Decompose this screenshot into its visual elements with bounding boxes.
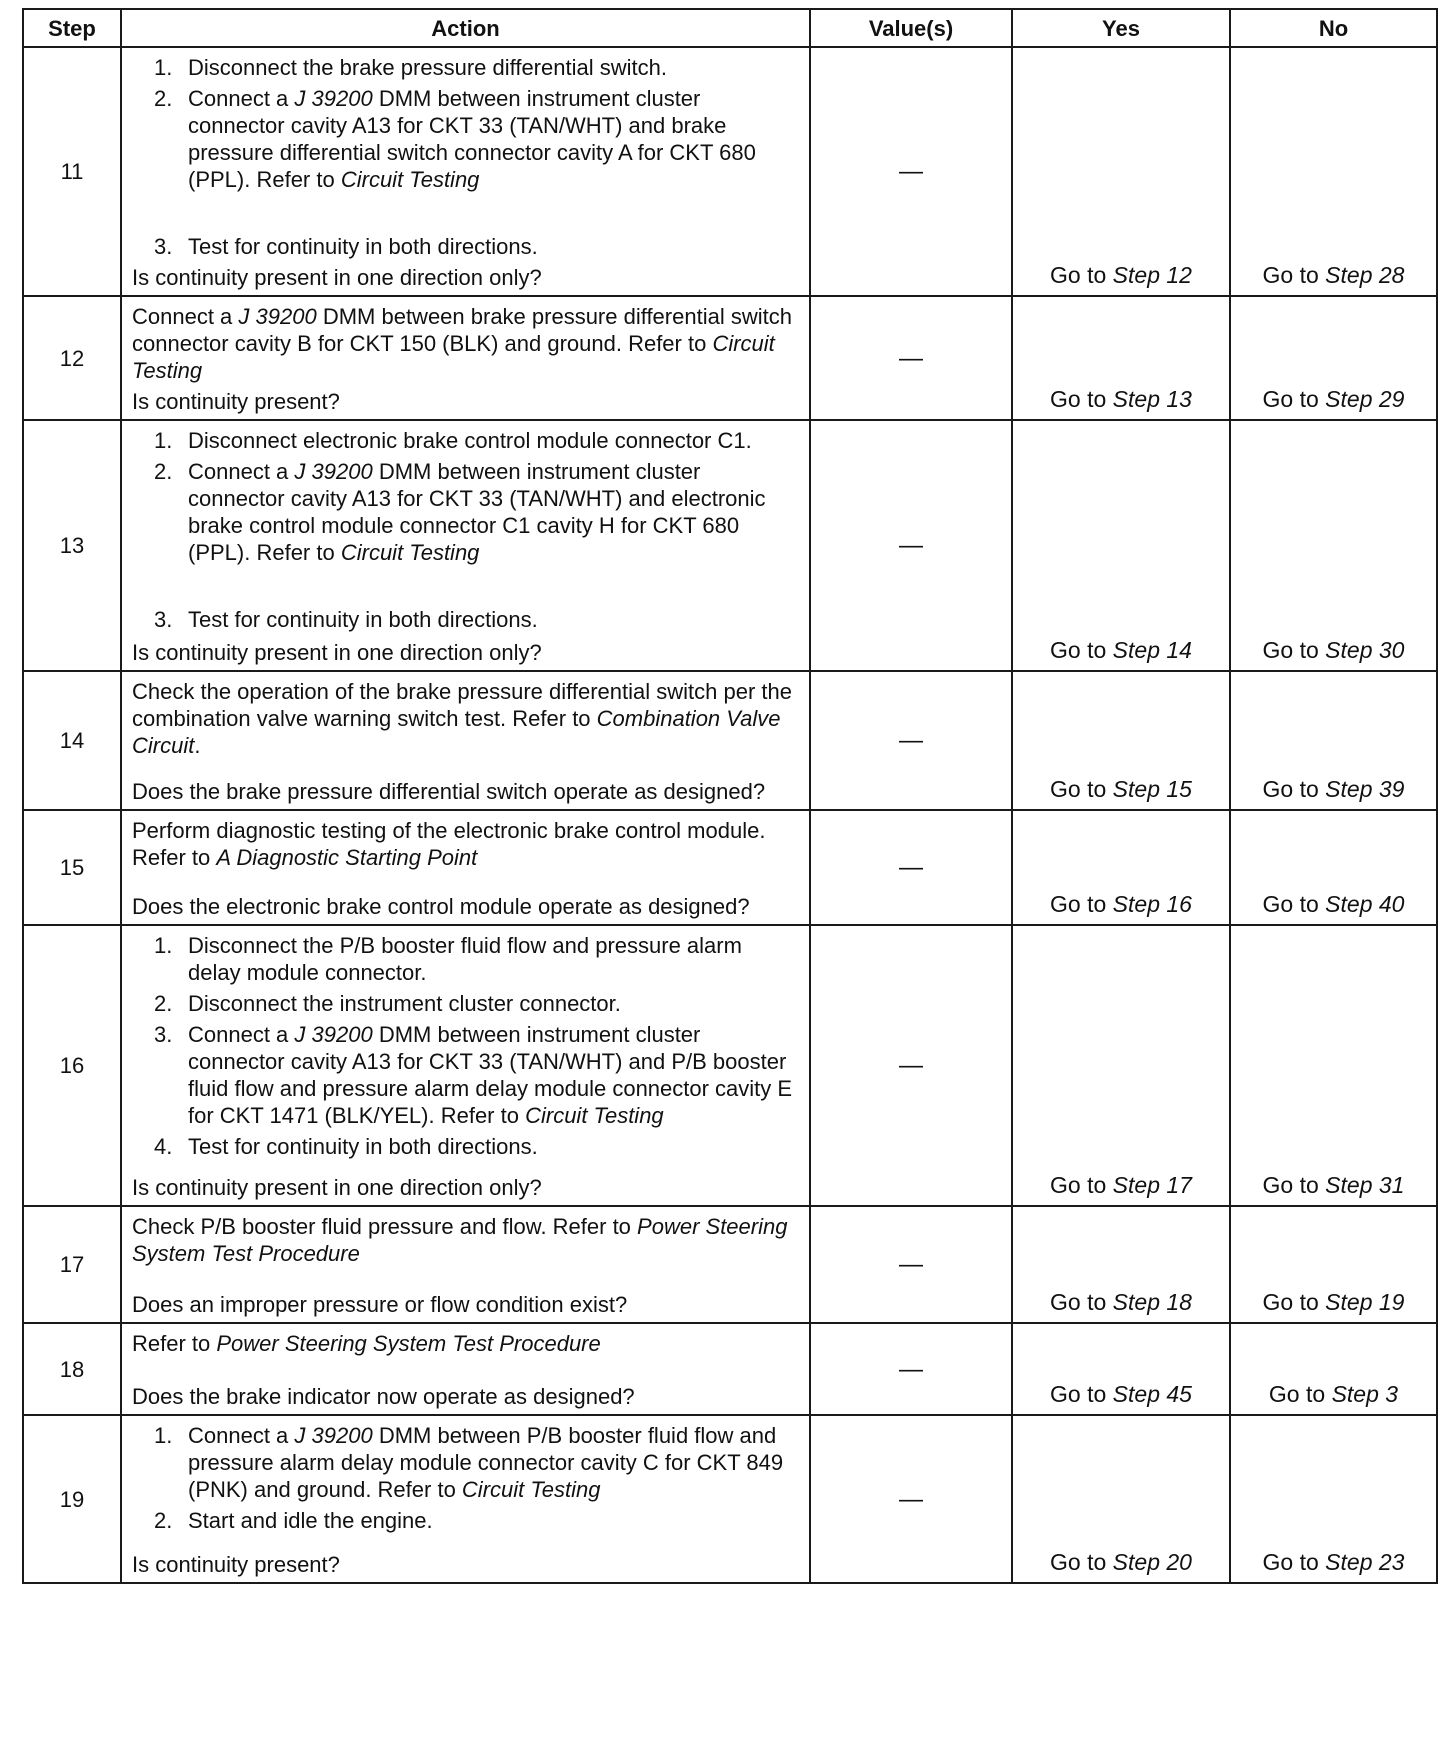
- action-step-text: Connect a: [188, 1022, 295, 1047]
- table-header-row: [23, 9, 1437, 47]
- action-step-item: [154, 990, 799, 1017]
- tool-name: J 39200: [294, 1423, 373, 1448]
- yes-cell: [1012, 420, 1230, 671]
- action-step-text: Start and idle the engine.: [188, 1508, 433, 1533]
- action-step-number: 2.: [154, 991, 173, 1016]
- value-cell: [810, 1415, 1012, 1583]
- table-row: [23, 810, 1437, 925]
- yes-cell: [1012, 671, 1230, 810]
- step-number: [23, 671, 121, 810]
- step-number: [23, 296, 121, 420]
- action-step-number: 2.: [154, 86, 173, 111]
- action-step-number: 1.: [154, 933, 173, 958]
- action-content: [132, 54, 799, 291]
- action-step-number: 4.: [154, 1134, 173, 1159]
- action-content: [132, 1422, 799, 1578]
- value-cell: [810, 296, 1012, 420]
- step-number-text: 14: [59, 728, 85, 753]
- yes-cell: [1012, 1323, 1230, 1415]
- no-cell: [1230, 810, 1437, 925]
- action-body: [132, 54, 799, 264]
- reference-link: Circuit Testing: [340, 540, 480, 565]
- yes-step-ref: Step 13: [1112, 386, 1192, 412]
- action-step-text: Test for continuity in both directions.: [188, 234, 538, 259]
- action-cell: [121, 420, 810, 671]
- step-number: [23, 47, 121, 296]
- action-steps-list: [132, 54, 799, 260]
- action-step-text: Connect a: [188, 1423, 295, 1448]
- reference-link: Circuit Testing: [461, 1477, 601, 1502]
- action-step-number: 3.: [154, 1022, 173, 1047]
- yes-step-ref: Step 45: [1112, 1381, 1192, 1407]
- action-text: Refer to: [132, 1331, 217, 1356]
- table-row: [23, 925, 1437, 1206]
- action-steps-list: [132, 427, 799, 633]
- reference-link: Combination Valve Circuit: [132, 706, 781, 758]
- action-step-text-cont: DMM between P/B booster fluid flow and pressure alarm delay module connector cavity C for CKT 849 (PNK) and ground. Refer to: [188, 1423, 784, 1502]
- header-yes: Yes: [1012, 9, 1230, 47]
- action-step-number: 3.: [154, 234, 173, 259]
- action-question-text: Does the electronic brake control module operate as designed?: [132, 894, 750, 919]
- yes-cell: [1012, 1415, 1230, 1583]
- no-step-ref: Step 39: [1325, 776, 1405, 802]
- action-body: [132, 817, 799, 875]
- action-text: Connect a: [132, 304, 239, 329]
- action-text-end: .: [194, 733, 201, 758]
- no-prefix: Go to: [1262, 262, 1326, 288]
- no-step-ref: Step 19: [1325, 1289, 1405, 1315]
- header-values: Value(s): [810, 9, 1012, 47]
- value-cell: [810, 47, 1012, 296]
- action-step-item: [154, 458, 799, 566]
- action-step-item: [154, 606, 799, 633]
- action-steps-list: [132, 932, 799, 1160]
- action-paragraph: [132, 1330, 799, 1357]
- no-prefix: Go to: [1268, 1381, 1332, 1407]
- action-question-text: Is continuity present?: [132, 1552, 340, 1577]
- table-row: [23, 1206, 1437, 1323]
- step-number-text: 17: [59, 1252, 85, 1277]
- action-cell: [121, 47, 810, 296]
- no-step-ref: Step 23: [1325, 1549, 1405, 1575]
- value-cell: [810, 1206, 1012, 1323]
- action-body: [132, 932, 799, 1164]
- action-question: [132, 1551, 799, 1578]
- action-content: [132, 932, 799, 1201]
- step-number-text: 11: [60, 159, 84, 184]
- yes-step-ref: Step 12: [1112, 262, 1192, 288]
- yes-step-ref: Step 20: [1112, 1549, 1192, 1575]
- table-row: [23, 1323, 1437, 1415]
- action-paragraph: [132, 303, 799, 384]
- diagnostic-table: [22, 8, 1438, 1584]
- step-number-text: 16: [59, 1053, 85, 1078]
- action-content: [132, 427, 799, 666]
- action-question-text: Is continuity present?: [132, 389, 340, 414]
- yes-cell: [1012, 810, 1230, 925]
- action-text: Check the operation of the brake pressure differential switch per the combination valve warning switch test. Refer to: [132, 679, 792, 731]
- action-text-cont: DMM between brake pressure differential switch connector cavity B for CKT 150 (BLK) and ground. Refer to: [132, 304, 792, 356]
- action-body: [132, 1422, 799, 1538]
- no-prefix: Go to: [1262, 1289, 1326, 1315]
- action-step-item: [154, 233, 799, 260]
- action-question-text: Is continuity present in one direction only?: [132, 640, 542, 665]
- action-step-text: Test for continuity in both directions.: [188, 1134, 538, 1159]
- action-cell: [121, 296, 810, 420]
- no-cell: [1230, 47, 1437, 296]
- no-step-ref: Step 31: [1325, 1172, 1405, 1198]
- step-number: [23, 1206, 121, 1323]
- action-step-text: Disconnect the P/B booster fluid flow and pressure alarm delay module connector.: [188, 933, 742, 985]
- action-content: [132, 1330, 799, 1410]
- yes-prefix: Go to: [1050, 1172, 1113, 1198]
- value-cell: [810, 420, 1012, 671]
- action-cell: [121, 1206, 810, 1323]
- step-number-text: 12: [59, 345, 85, 371]
- yes-cell: [1012, 1206, 1230, 1323]
- action-step-text: Connect a: [188, 459, 295, 484]
- action-step-item: [154, 1507, 799, 1534]
- action-step-number: 1.: [154, 1423, 173, 1448]
- value-text: —: [899, 1251, 923, 1278]
- action-step-item: [154, 54, 799, 81]
- action-step-number: 1.: [154, 428, 173, 453]
- action-cell: [121, 925, 810, 1206]
- table-row: [23, 1415, 1437, 1583]
- action-step-text: Disconnect electronic brake control module connector C1.: [188, 428, 752, 453]
- action-paragraph: [132, 1213, 799, 1267]
- no-step-ref: Step 40: [1325, 891, 1405, 917]
- reference-link: Power Steering System Test Procedure: [216, 1331, 601, 1356]
- action-cell: [121, 671, 810, 810]
- action-question-text: Does the brake indicator now operate as designed?: [132, 1384, 635, 1409]
- table-row: [23, 671, 1437, 810]
- action-question: [132, 388, 799, 415]
- value-cell: [810, 810, 1012, 925]
- value-text: —: [899, 727, 923, 754]
- yes-cell: [1012, 925, 1230, 1206]
- action-body: [132, 1213, 799, 1271]
- value-cell: [810, 1323, 1012, 1415]
- value-text: —: [899, 1485, 923, 1513]
- no-prefix: Go to: [1262, 386, 1326, 412]
- action-body: [132, 1330, 799, 1361]
- yes-prefix: Go to: [1050, 262, 1113, 288]
- no-cell: [1230, 296, 1437, 420]
- reference-link: Circuit Testing: [340, 167, 480, 192]
- action-step-item: [154, 85, 799, 193]
- table-row: [23, 47, 1437, 296]
- action-content: [132, 303, 799, 415]
- action-cell: [121, 1323, 810, 1415]
- step-number-text: 15: [59, 855, 85, 880]
- header-step: Step: [23, 9, 121, 47]
- header-no: No: [1230, 9, 1437, 47]
- no-prefix: Go to: [1262, 776, 1326, 802]
- yes-step-ref: Step 16: [1112, 891, 1192, 917]
- yes-step-ref: Step 17: [1112, 1172, 1192, 1198]
- yes-prefix: Go to: [1050, 891, 1113, 917]
- action-step-item: [154, 1021, 799, 1129]
- action-step-item: [154, 427, 799, 454]
- action-step-item: [154, 1422, 799, 1503]
- step-number: [23, 420, 121, 671]
- action-content: [132, 817, 799, 920]
- value-text: —: [899, 1355, 923, 1383]
- action-question-text: Does an improper pressure or flow condition exist?: [132, 1292, 628, 1317]
- step-number-text: 18: [59, 1356, 85, 1382]
- no-cell: [1230, 1206, 1437, 1323]
- no-prefix: Go to: [1262, 637, 1326, 663]
- action-question: [132, 778, 799, 805]
- value-cell: [810, 925, 1012, 1206]
- action-step-text: Test for continuity in both directions.: [188, 607, 538, 632]
- yes-prefix: Go to: [1050, 1289, 1113, 1315]
- action-body: [132, 678, 799, 763]
- action-step-text-cont: DMM between instrument cluster connector cavity A13 for CKT 33 (TAN/WHT) and electronic brake control module connector C1 cavity H for CKT 680 (PPL). Refer to: [188, 459, 766, 565]
- action-step-text: Disconnect the brake pressure differential switch.: [188, 55, 667, 80]
- action-question-text: Does the brake pressure differential switch operate as designed?: [132, 779, 766, 804]
- step-number-text: 13: [59, 533, 85, 558]
- action-step-number: 2.: [154, 1508, 173, 1533]
- action-step-number: 3.: [154, 607, 173, 632]
- no-step-ref: Step 3: [1331, 1381, 1399, 1407]
- table-row: [23, 296, 1437, 420]
- yes-prefix: Go to: [1050, 1549, 1113, 1575]
- action-cell: [121, 810, 810, 925]
- action-steps-list: [132, 1422, 799, 1534]
- no-cell: [1230, 671, 1437, 810]
- action-step-number: 1.: [154, 55, 173, 80]
- action-question: [132, 1383, 799, 1410]
- step-number: [23, 925, 121, 1206]
- reference-link: Circuit Testing: [132, 331, 775, 383]
- no-prefix: Go to: [1262, 891, 1326, 917]
- action-text: Perform diagnostic testing of the electronic brake control module. Refer to: [132, 818, 766, 870]
- yes-step-ref: Step 18: [1112, 1289, 1192, 1315]
- header-action: Action: [121, 9, 810, 47]
- action-question: [132, 1174, 799, 1201]
- value-text: —: [899, 158, 923, 185]
- no-prefix: Go to: [1262, 1172, 1326, 1198]
- no-step-ref: Step 30: [1325, 637, 1405, 663]
- tool-name: J 39200: [294, 86, 373, 111]
- yes-step-ref: Step 15: [1112, 776, 1192, 802]
- action-content: [132, 678, 799, 805]
- action-question: [132, 1291, 799, 1318]
- no-cell: [1230, 925, 1437, 1206]
- value-text: —: [899, 532, 923, 559]
- tool-name: J 39200: [238, 304, 317, 329]
- action-body: [132, 303, 799, 388]
- action-paragraph: [132, 817, 799, 871]
- action-paragraph: [132, 678, 799, 759]
- action-question: [132, 893, 799, 920]
- action-question-text: Is continuity present in one direction only?: [132, 1175, 542, 1200]
- tool-name: J 39200: [294, 1022, 373, 1047]
- action-step-text: Connect a: [188, 86, 295, 111]
- reference-link: A Diagnostic Starting Point: [216, 845, 478, 870]
- yes-prefix: Go to: [1050, 386, 1113, 412]
- no-cell: [1230, 1415, 1437, 1583]
- action-step-item: [154, 1133, 799, 1160]
- no-step-ref: Step 28: [1325, 262, 1405, 288]
- action-question: [132, 264, 799, 291]
- action-step-text-cont: DMM between instrument cluster connector cavity A13 for CKT 33 (TAN/WHT) and brake pressure differential switch connector cavity A for CKT 680 (PPL). Refer to: [188, 86, 756, 192]
- tool-name: J 39200: [294, 459, 373, 484]
- action-body: [132, 427, 799, 637]
- action-step-text-cont: DMM between instrument cluster connector cavity A13 for CKT 33 (TAN/WHT) and P/B booster fluid flow and pressure alarm delay module connector cavity E for CKT 1471 (BLK/YEL). Refer to: [188, 1022, 793, 1128]
- action-step-item: [154, 932, 799, 986]
- no-cell: [1230, 420, 1437, 671]
- reference-link: Circuit Testing: [525, 1103, 664, 1128]
- value-text: —: [899, 1052, 923, 1079]
- value-text: —: [899, 344, 923, 372]
- table-row: [23, 420, 1437, 671]
- value-text: —: [899, 854, 923, 881]
- action-question: [132, 639, 799, 666]
- yes-prefix: Go to: [1050, 1381, 1113, 1407]
- no-prefix: Go to: [1262, 1549, 1326, 1575]
- step-number: [23, 810, 121, 925]
- yes-cell: [1012, 47, 1230, 296]
- action-step-text: Disconnect the instrument cluster connector.: [188, 991, 621, 1016]
- yes-prefix: Go to: [1050, 776, 1113, 802]
- step-number: [23, 1415, 121, 1583]
- action-step-number: 2.: [154, 459, 173, 484]
- action-question-text: Is continuity present in one direction only?: [132, 265, 542, 290]
- action-cell: [121, 1415, 810, 1583]
- step-number: [23, 1323, 121, 1415]
- step-number-text: 19: [59, 1486, 85, 1512]
- value-cell: [810, 671, 1012, 810]
- reference-link: Power Steering System Test Procedure: [132, 1214, 788, 1266]
- no-step-ref: Step 29: [1325, 386, 1405, 412]
- yes-cell: [1012, 296, 1230, 420]
- no-cell: [1230, 1323, 1437, 1415]
- action-content: [132, 1213, 799, 1318]
- action-text: Check P/B booster fluid pressure and flow. Refer to: [132, 1214, 638, 1239]
- yes-step-ref: Step 14: [1112, 637, 1192, 663]
- yes-prefix: Go to: [1050, 637, 1113, 663]
